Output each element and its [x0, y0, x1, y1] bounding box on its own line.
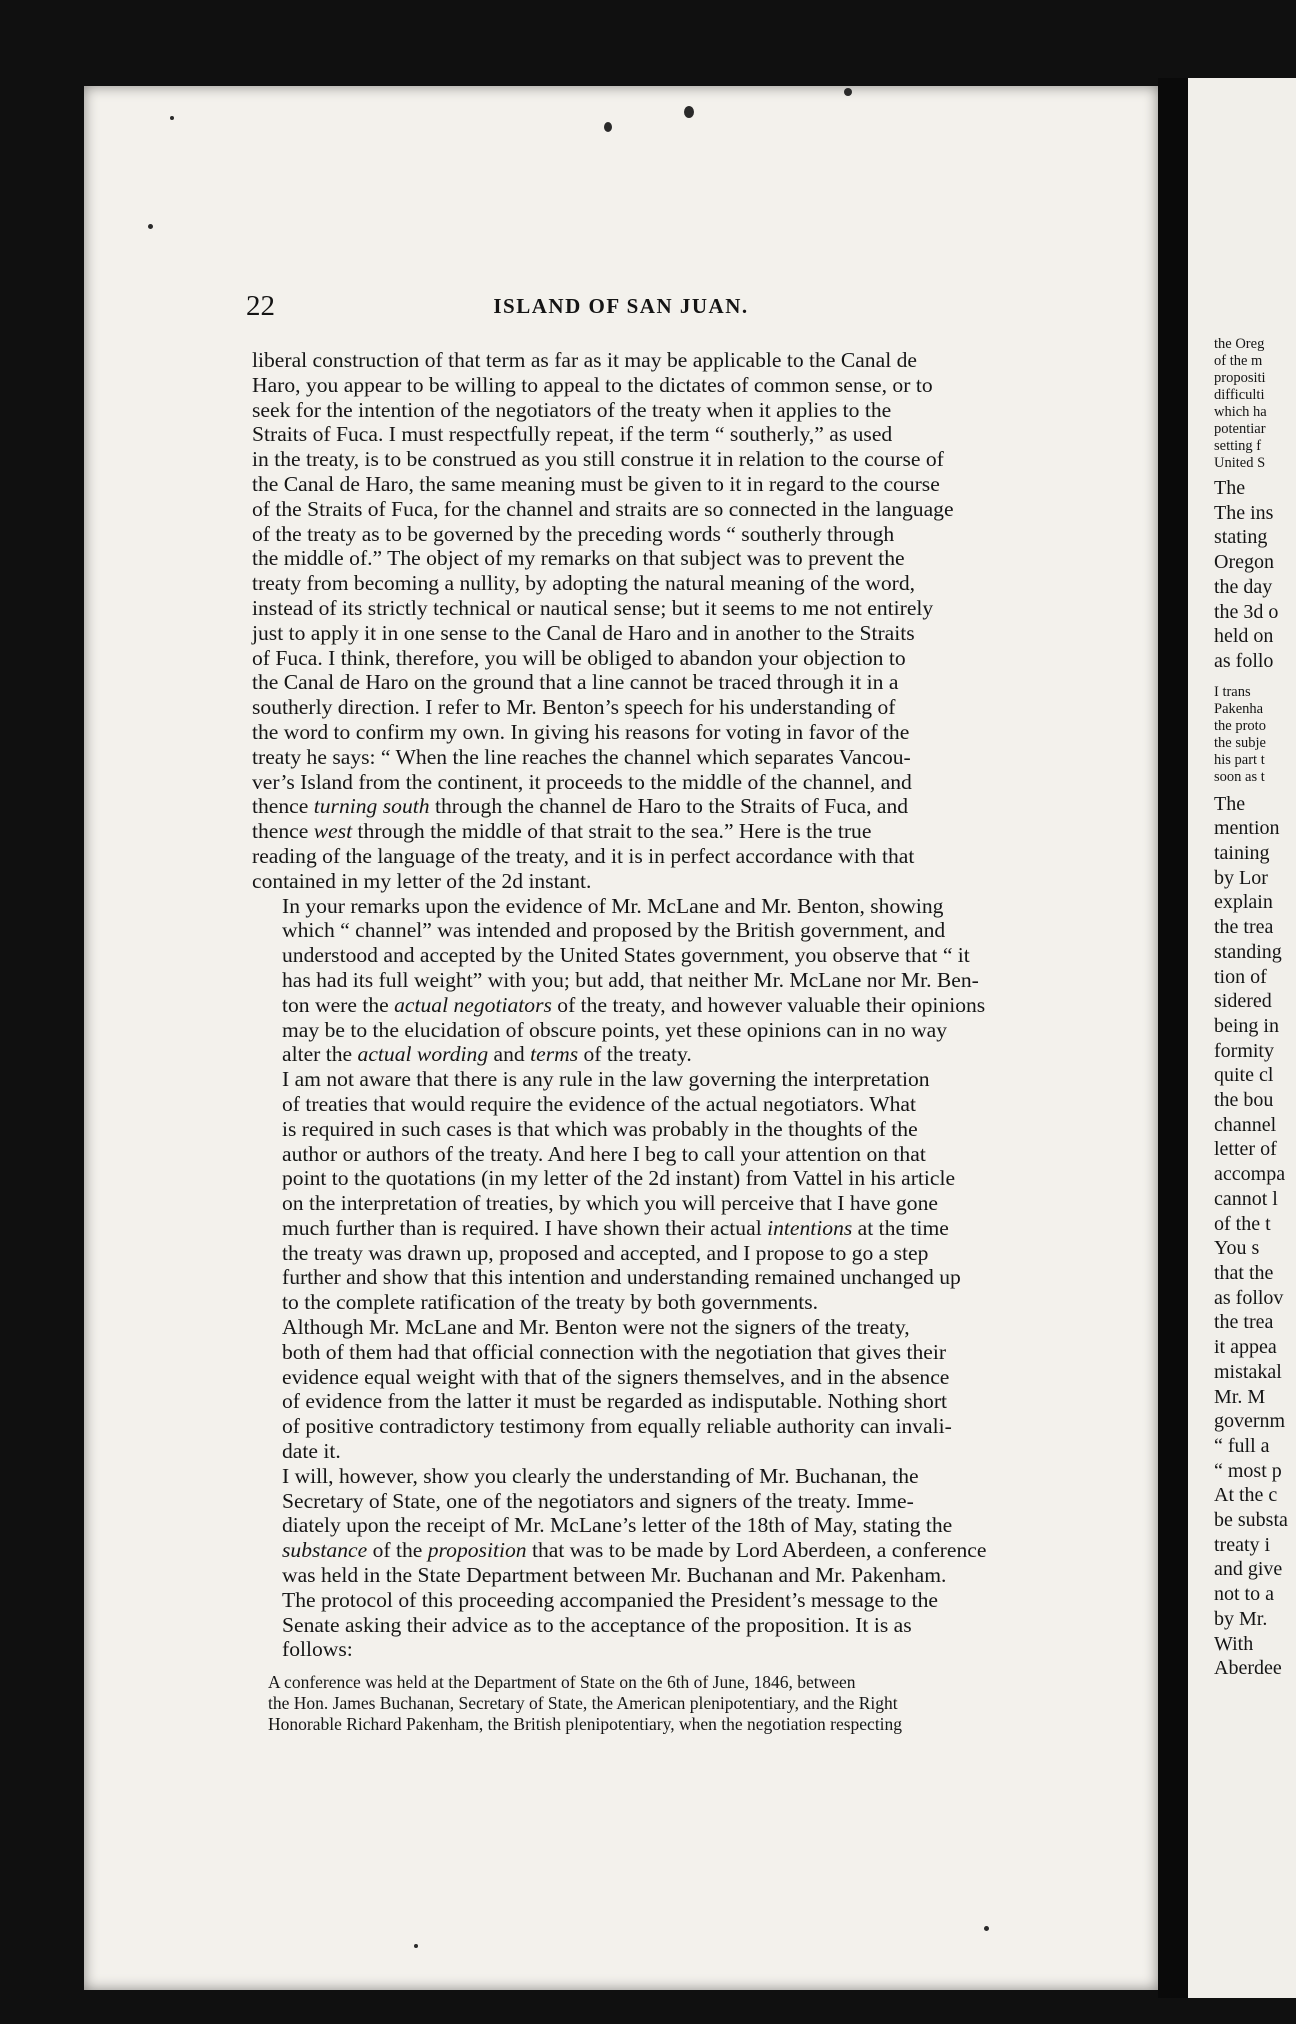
right-page-line: setting f	[1214, 438, 1262, 454]
text-line: Senate asking their advice as to the acceptance of the proposition. It is as	[282, 1612, 912, 1637]
text-line: treaty he says: “ When the line reaches the channel which separates Vancou-	[252, 744, 911, 769]
left-page	[84, 86, 1158, 1990]
right-page-line: taining	[1214, 842, 1270, 865]
text-line: In your remarks upon the evidence of Mr. McLane and Mr. Benton, showing	[282, 893, 944, 918]
right-page-line: the 3d o	[1214, 600, 1279, 623]
text-line: evidence equal weight with that of the signers themselves, and in the absence	[282, 1364, 950, 1389]
right-page-line: being in	[1214, 1014, 1279, 1037]
right-page-line: cannot l	[1214, 1187, 1278, 1210]
right-page-line: You s	[1214, 1237, 1260, 1260]
right-page-line: mistakal	[1214, 1360, 1282, 1383]
right-page-block	[1214, 684, 1296, 786]
extract-line: A conference was held at the Department of State on the 6th of June, 1846, between	[268, 1672, 856, 1693]
text-line: was held in the State Department between Mr. Buchanan and Mr. Pakenham.	[282, 1563, 947, 1588]
paragraph	[252, 894, 1158, 1068]
text-line: southerly direction. I refer to Mr. Benton’s speech for his understanding of	[252, 695, 896, 720]
extract-line: Honorable Richard Pakenham, the British plenipotentiary, when the negotiation respecting	[268, 1714, 903, 1735]
right-page-line: the day	[1214, 575, 1273, 598]
running-title: ISLAND OF SAN JUAN.	[493, 294, 749, 318]
text-line: is required in such cases is that which was probably in the thoughts of the	[282, 1116, 918, 1141]
text-line: the word to confirm my own. In giving his reasons for voting in favor of the	[252, 719, 910, 744]
right-page-line: the Oreg	[1214, 336, 1265, 352]
right-page-line: his part t	[1214, 751, 1265, 768]
paragraph	[252, 1315, 1158, 1464]
right-page-line: formity	[1214, 1039, 1274, 1062]
text-line: to the complete ratification of the treaty by both governments.	[282, 1290, 819, 1315]
text-line: understood and accepted by the United States government, you observe that “ it	[282, 943, 970, 968]
right-page-line: accompa	[1214, 1163, 1286, 1186]
right-page-line: The ins	[1214, 501, 1274, 524]
right-page-line: Pakenha	[1214, 700, 1264, 717]
right-page-line: quite cl	[1214, 1064, 1274, 1087]
text-line: substance of the proposition that was to be made by Lord Aberdeen, a conference	[282, 1538, 987, 1563]
book-gutter	[1158, 78, 1188, 1998]
text-line: I will, however, show you clearly the understanding of Mr. Buchanan, the	[282, 1463, 919, 1488]
right-page-line: stating	[1214, 526, 1268, 549]
text-line: reading of the language of the treaty, and it is in perfect accordance with that	[252, 843, 915, 868]
right-page-line: “ full a	[1214, 1434, 1270, 1457]
text-line: seek for the intention of the negotiators of the treaty when it applies to the	[252, 397, 892, 422]
right-page-line: With	[1214, 1632, 1254, 1655]
right-page-fragment	[1188, 78, 1296, 1998]
right-page-line: explain	[1214, 891, 1273, 914]
right-page-line: as follov	[1214, 1286, 1284, 1309]
right-page-line: of the m	[1214, 353, 1263, 369]
text-line: Haro, you appear to be willing to appeal to the dictates of common sense, or to	[252, 372, 933, 397]
text-line: both of them had that official connection with the negotiation that gives their	[282, 1339, 947, 1364]
right-page-line: Mr. M	[1214, 1385, 1266, 1408]
right-page-line: be substa	[1214, 1509, 1288, 1532]
right-page-line: soon as t	[1214, 768, 1265, 785]
text-line: further and show that this intention and understanding remained unchanged up	[282, 1265, 961, 1290]
text-line: The protocol of this proceeding accompanied the President’s message to the	[282, 1587, 939, 1612]
right-page-line: and give	[1214, 1558, 1283, 1581]
text-line: ver’s Island from the continent, it proceeds to the middle of the channel, and	[252, 769, 912, 794]
text-line: contained in my letter of the 2d instant.	[252, 868, 592, 893]
right-page-line: propositi	[1214, 370, 1266, 386]
text-line: of treaties that would require the evidence of the actual negotiators. What	[282, 1091, 916, 1116]
right-page-text	[1214, 336, 1296, 1681]
right-page-line: the bou	[1214, 1089, 1274, 1112]
protocol-extract	[252, 1672, 1158, 1735]
right-page-line: At the c	[1214, 1484, 1278, 1507]
text-line: I am not aware that there is any rule in the law governing the interpretation	[282, 1067, 930, 1092]
page-number: 22	[246, 290, 275, 322]
right-page-line: the trea	[1214, 1311, 1274, 1334]
paragraph	[252, 1464, 1158, 1662]
text-line: of the Straits of Fuca, for the channel and straits are so connected in the language	[252, 496, 954, 521]
text-line: follows:	[282, 1637, 353, 1662]
text-line: thence west through the middle of that strait to the sea.” Here is the true	[252, 819, 872, 844]
right-page-line: I trans	[1214, 683, 1251, 700]
right-page-line: tion of	[1214, 965, 1267, 988]
text-line: on the interpretation of treaties, by which you will perceive that I have gone	[282, 1191, 938, 1216]
right-page-line: Oregon	[1214, 551, 1274, 574]
right-page-block	[1214, 476, 1296, 674]
right-page-line: The	[1214, 477, 1246, 499]
text-line: treaty from becoming a nullity, by adopting the natural meaning of the word,	[252, 571, 916, 596]
right-page-line: which ha	[1214, 404, 1267, 420]
text-line: instead of its strictly technical or nautical sense; but it seems to me not entirely	[252, 595, 934, 620]
text-line: may be to the elucidation of obscure points, yet these opinions can in no way	[282, 1017, 948, 1042]
right-page-block	[1214, 336, 1296, 472]
text-line: Straits of Fuca. I must respectfully repeat, if the term “ southerly,” as used	[252, 422, 893, 447]
text-line: the Canal de Haro on the ground that a line cannot be traced through it in a	[252, 670, 899, 695]
text-line: just to apply it in one sense to the Canal de Haro and in another to the Straits	[252, 620, 915, 645]
right-page-line: Aberdee	[1214, 1657, 1282, 1680]
paragraph	[252, 1067, 1158, 1315]
right-page-line: the trea	[1214, 916, 1274, 939]
text-line: in the treaty, is to be construed as you still construe it in relation to the course of	[252, 447, 944, 472]
right-page-line: the proto	[1214, 717, 1266, 734]
right-page-line: The	[1214, 792, 1246, 815]
right-page-line: that the	[1214, 1261, 1274, 1284]
text-line: the Canal de Haro, the same meaning must be given to it in regard to the course	[252, 471, 940, 496]
text-line: point to the quotations (in my letter of the 2d instant) from Vattel in his article	[282, 1166, 956, 1191]
right-page-line: potentiar	[1214, 421, 1266, 437]
body-text	[252, 348, 1158, 1735]
text-line: date it.	[282, 1439, 341, 1464]
right-page-line: mention	[1214, 817, 1280, 840]
text-line: of Fuca. I think, therefore, you will be obliged to abandon your objection to	[252, 645, 906, 670]
right-page-line: of the t	[1214, 1212, 1271, 1235]
text-line: which “ channel” was intended and proposed by the British government, and	[282, 918, 946, 943]
right-page-block	[1214, 792, 1296, 1681]
right-page-line: governm	[1214, 1410, 1286, 1433]
right-page-line: by Mr.	[1214, 1607, 1268, 1630]
text-line: Although Mr. McLane and Mr. Benton were not the signers of the treaty,	[282, 1315, 910, 1340]
text-line: the middle of.” The object of my remarks on that subject was to prevent the	[252, 546, 905, 571]
text-line: the treaty was drawn up, proposed and accepted, and I propose to go a step	[282, 1240, 929, 1265]
right-page-line: “ most p	[1214, 1459, 1282, 1482]
right-page-line: standing	[1214, 940, 1282, 963]
right-page-line: as follo	[1214, 649, 1274, 672]
right-page-line: by Lor	[1214, 866, 1268, 889]
text-line: of evidence from the latter it must be regarded as indisputable. Nothing short	[282, 1389, 948, 1414]
text-line: liberal construction of that term as far as it may be applicable to the Canal de	[252, 348, 917, 372]
text-line: ton were the actual negotiators of the treaty, and however valuable their opinions	[282, 992, 986, 1017]
extract-line: the Hon. James Buchanan, Secretary of State, the American plenipotentiary, and the Right	[268, 1693, 898, 1714]
right-page-line: not to a	[1214, 1583, 1274, 1606]
right-page-line: difficulti	[1214, 387, 1265, 403]
text-line: diately upon the receipt of Mr. McLane’s letter of the 18th of May, stating the	[282, 1513, 953, 1538]
right-page-line: treaty i	[1214, 1533, 1271, 1556]
right-page-line: it appea	[1214, 1336, 1277, 1359]
right-page-line: letter of	[1214, 1138, 1277, 1161]
right-page-line: channel	[1214, 1113, 1277, 1136]
text-line: of the treaty as to be governed by the preceding words “ southerly through	[252, 521, 895, 546]
right-page-line: United S	[1214, 455, 1266, 471]
text-line: alter the actual wording and terms of the treaty.	[282, 1042, 692, 1067]
text-line: Secretary of State, one of the negotiators and signers of the treaty. Imme-	[282, 1488, 914, 1513]
text-line: author or authors of the treaty. And here I beg to call your attention on that	[282, 1141, 926, 1166]
right-page-line: the subje	[1214, 734, 1266, 751]
right-page-line: held on	[1214, 625, 1274, 648]
paragraph	[252, 348, 1158, 894]
text-line: much further than is required. I have shown their actual intentions at the time	[282, 1215, 949, 1240]
text-line: thence turning south through the channel de Haro to the Straits of Fuca, and	[252, 794, 909, 819]
text-line: has had its full weight” with you; but add, that neither Mr. McLane nor Mr. Ben-	[282, 967, 979, 992]
right-page-line: sidered	[1214, 990, 1272, 1013]
text-line: of positive contradictory testimony from equally reliable authority can invali-	[282, 1414, 952, 1439]
